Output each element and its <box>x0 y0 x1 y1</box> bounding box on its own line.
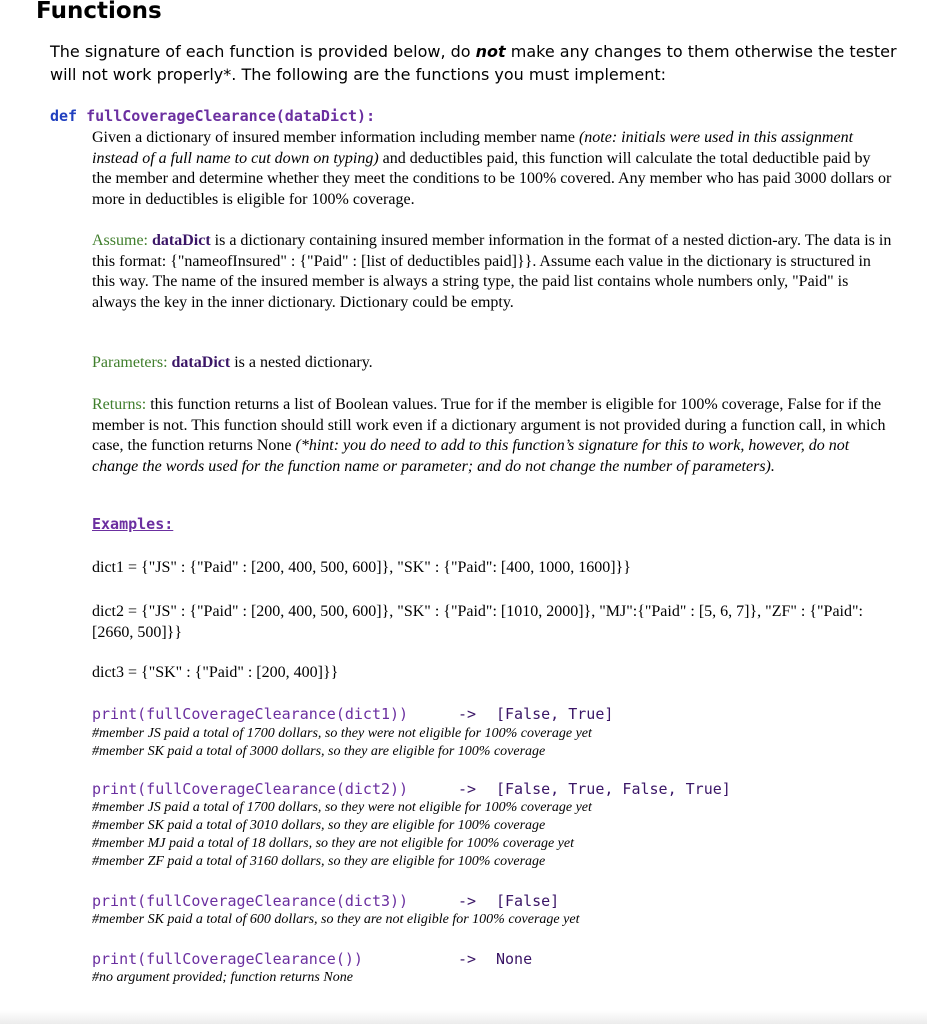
comment-line: #member JS paid a total of 1700 dollars, so they were not eligible for 100% coverage yet <box>92 800 592 815</box>
examples-heading: Examples: <box>92 515 174 533</box>
example-comments-1 <box>92 725 592 761</box>
example-comments-3 <box>92 911 579 929</box>
comment-line: #member JS paid a total of 1700 dollars, so they were not eligible for 100% coverage yet <box>92 726 592 741</box>
def-keyword: def <box>50 107 78 125</box>
assume-text: is a dictionary containing insured member information in the format of a nested diction-ary. The data is in this format: {"nameofInsured" : {"Paid" : [list of deductibles paid]}}. Assume each value in the dictionary is structured in this way. The name of the insured member is always a string type, the paid list contains whole numbers only, "Paid" is always the key in the inner dictionary. Dictionary could be empty. <box>92 232 892 311</box>
parameters-label: Parameters: <box>92 354 168 371</box>
example-result-2: [False, True, False, True] <box>496 780 731 798</box>
example-arrow-1: -> <box>458 705 477 723</box>
example-comments-4 <box>92 969 353 987</box>
signature-name: fullCoverageClearance(dataDict): <box>86 107 376 125</box>
example-comments-2 <box>92 799 592 871</box>
intro-emphasis: not <box>475 42 506 61</box>
assume-paragraph <box>92 231 892 313</box>
parameters-text: is a nested dictionary. <box>230 354 373 371</box>
description-text-2: and deductibles paid, this function will calculate the total deductible paid by the member and determine whether they meet the conditions to be 100% covered. Any member who has paid 3000 dollars or more in deductibles is eligible for 100% coverage. <box>92 149 892 208</box>
parameters-paragraph <box>92 353 892 374</box>
example-call-1: print(fullCoverageClearance(dict1)) <box>92 705 409 723</box>
intro-paragraph <box>50 40 900 86</box>
dict2-line: dict2 = {"JS" : {"Paid" : [200, 400, 500, 600]}, "SK" : {"Paid": [1010, 2000]}, "MJ":{"Paid" : [5, 6, 7]}, "ZF" : {"Paid": [2660, 500]}} <box>92 603 863 641</box>
parameters-term: dataDict <box>171 354 231 371</box>
example-call-3: print(fullCoverageClearance(dict3)) <box>92 892 409 910</box>
example-call-4: print(fullCoverageClearance()) <box>92 950 363 968</box>
function-signature <box>50 106 375 126</box>
example-arrow-4: -> <box>458 950 477 968</box>
example-arrow-3: -> <box>458 892 477 910</box>
description-note: (note: initials were used in this assignment instead of a full name to cut down on typing) <box>92 129 854 167</box>
page-bottom-edge <box>0 1010 927 1024</box>
comment-line: #no argument provided; function returns None <box>92 970 353 985</box>
section-heading: Functions <box>36 0 162 24</box>
dict3-line: dict3 = {"SK" : {"Paid" : [200, 400]}} <box>92 664 339 681</box>
description-text-1: Given a dictionary of insured member information including member name <box>92 129 579 146</box>
intro-text-2: make any changes to them otherwise the tester will not work properly*. The following are the functions you must implement: <box>50 42 897 84</box>
comment-line: #member ZF paid a total of 3160 dollars, so they are eligible for 100% coverage <box>92 854 546 869</box>
example-call-2: print(fullCoverageClearance(dict2)) <box>92 780 409 798</box>
comment-line: #member SK paid a total of 3000 dollars, so they are eligible for 100% coverage <box>92 744 546 759</box>
comment-line: #member MJ paid a total of 18 dollars, so they are not eligible for 100% coverage yet <box>92 836 575 851</box>
dict1-line: dict1 = {"JS" : {"Paid" : [200, 400, 500, 600]}, "SK" : {"Paid": [400, 1000, 1600]}} <box>92 559 631 576</box>
example-result-1: [False, True] <box>496 705 614 723</box>
returns-paragraph <box>92 395 892 477</box>
example-result-4: None <box>496 950 533 968</box>
comment-line: #member SK paid a total of 600 dollars, so they are not eligible for 100% coverage yet <box>92 912 580 927</box>
example-result-3: [False] <box>496 892 560 910</box>
intro-text-1: The signature of each function is provided below, do <box>50 42 476 61</box>
description-paragraph <box>92 128 892 210</box>
returns-hint: (*hint: you do need to add to this function’s signature for this to work, however, do not change the words used for the function name or parameter; and do not change the number of parameters). <box>92 437 850 475</box>
returns-label: Returns: <box>92 396 147 413</box>
comment-line: #member SK paid a total of 3010 dollars, so they are eligible for 100% coverage <box>92 818 546 833</box>
example-arrow-2: -> <box>458 780 477 798</box>
assume-term: dataDict <box>152 232 211 249</box>
assume-label: Assume: <box>92 232 148 249</box>
returns-text: this function returns a list of Boolean values. True for if the member is eligible for 100% coverage, False for if the member is not. This function should still work even if a dictionary argument is not provided during a function call, in which case, the function returns None <box>92 396 886 454</box>
